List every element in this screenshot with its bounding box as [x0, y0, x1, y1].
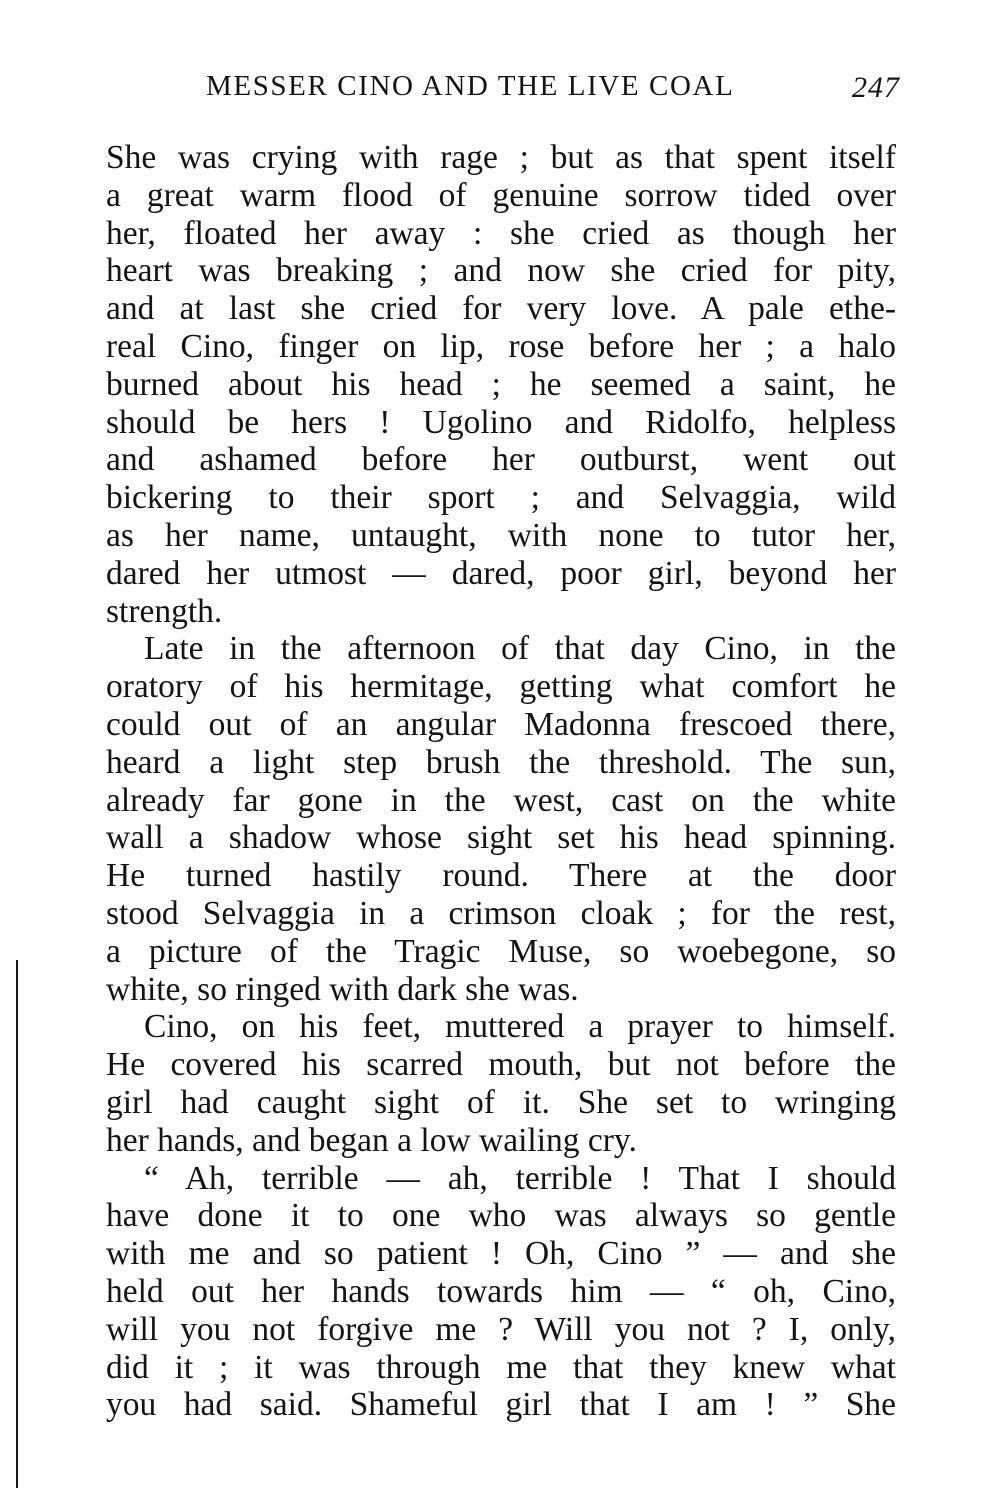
- text-line: He turned hastily round. There at the door: [106, 857, 896, 895]
- text-line: a great warm flood of genuine sorrow tided over: [106, 176, 896, 214]
- text-line: girl had caught sight of it. She set to wringing: [106, 1083, 896, 1121]
- text-line: held out her hands towards him — “ oh, Cino,: [106, 1272, 896, 1310]
- text-line: have done it to one who was always so gentle: [106, 1197, 896, 1235]
- text-line: real Cino, finger on lip, rose before her ; a halo: [106, 327, 896, 365]
- text-line: already far gone in the west, cast on the white: [106, 781, 896, 819]
- text-line: “ Ah, terrible — ah, terrible ! That I should: [144, 1159, 896, 1197]
- text-line: and at last she cried for very love. A pale ethe-: [106, 290, 896, 328]
- body-text: [106, 139, 896, 1424]
- running-head: [206, 66, 900, 106]
- text-line: with me and so patient ! Oh, Cino ” — and she: [106, 1235, 896, 1273]
- text-line: as her name, untaught, with none to tutor her,: [106, 516, 896, 554]
- text-line: will you not forgive me ? Will you not ? I, only,: [106, 1310, 896, 1348]
- text-line: you had said. Shameful girl that I am ! ” She: [106, 1386, 896, 1424]
- page-number: 247: [852, 71, 900, 104]
- text-line: did it ; it was through me that they knew what: [106, 1348, 896, 1386]
- text-line: strength.: [106, 592, 223, 630]
- text-line: her, floated her away : she cried as though her: [106, 214, 896, 252]
- text-line: white, so ringed with dark she was.: [106, 970, 579, 1008]
- text-line: oratory of his hermitage, getting what comfort he: [106, 668, 896, 706]
- text-line: Late in the afternoon of that day Cino, in the: [144, 630, 896, 668]
- text-line: dared her utmost — dared, poor girl, beyond her: [106, 554, 896, 592]
- text-line: should be hers ! Ugolino and Ridolfo, helpless: [106, 403, 896, 441]
- text-line: a picture of the Tragic Muse, so woebegone, so: [106, 932, 896, 970]
- running-title: MESSER CINO AND THE LIVE COAL: [206, 70, 735, 102]
- text-line: He covered his scarred mouth, but not before the: [106, 1046, 896, 1084]
- margin-rule: [16, 960, 18, 1488]
- text-line: burned about his head ; he seemed a saint, he: [106, 365, 896, 403]
- text-line: heard a light step brush the threshold. The sun,: [106, 743, 896, 781]
- text-line: her hands, and began a low wailing cry.: [106, 1121, 637, 1159]
- text-line: could out of an angular Madonna frescoed there,: [106, 705, 896, 743]
- text-line: Cino, on his feet, muttered a prayer to himself.: [144, 1008, 896, 1046]
- text-line: She was crying with rage ; but as that spent itself: [106, 139, 896, 176]
- text-line: and ashamed before her outburst, went out: [106, 441, 896, 479]
- text-line: bickering to their sport ; and Selvaggia, wild: [106, 479, 896, 517]
- text-line: stood Selvaggia in a crimson cloak ; for the rest,: [106, 894, 896, 932]
- text-line: wall a shadow whose sight set his head spinning.: [106, 819, 896, 857]
- text-line: heart was breaking ; and now she cried for pity,: [106, 252, 896, 290]
